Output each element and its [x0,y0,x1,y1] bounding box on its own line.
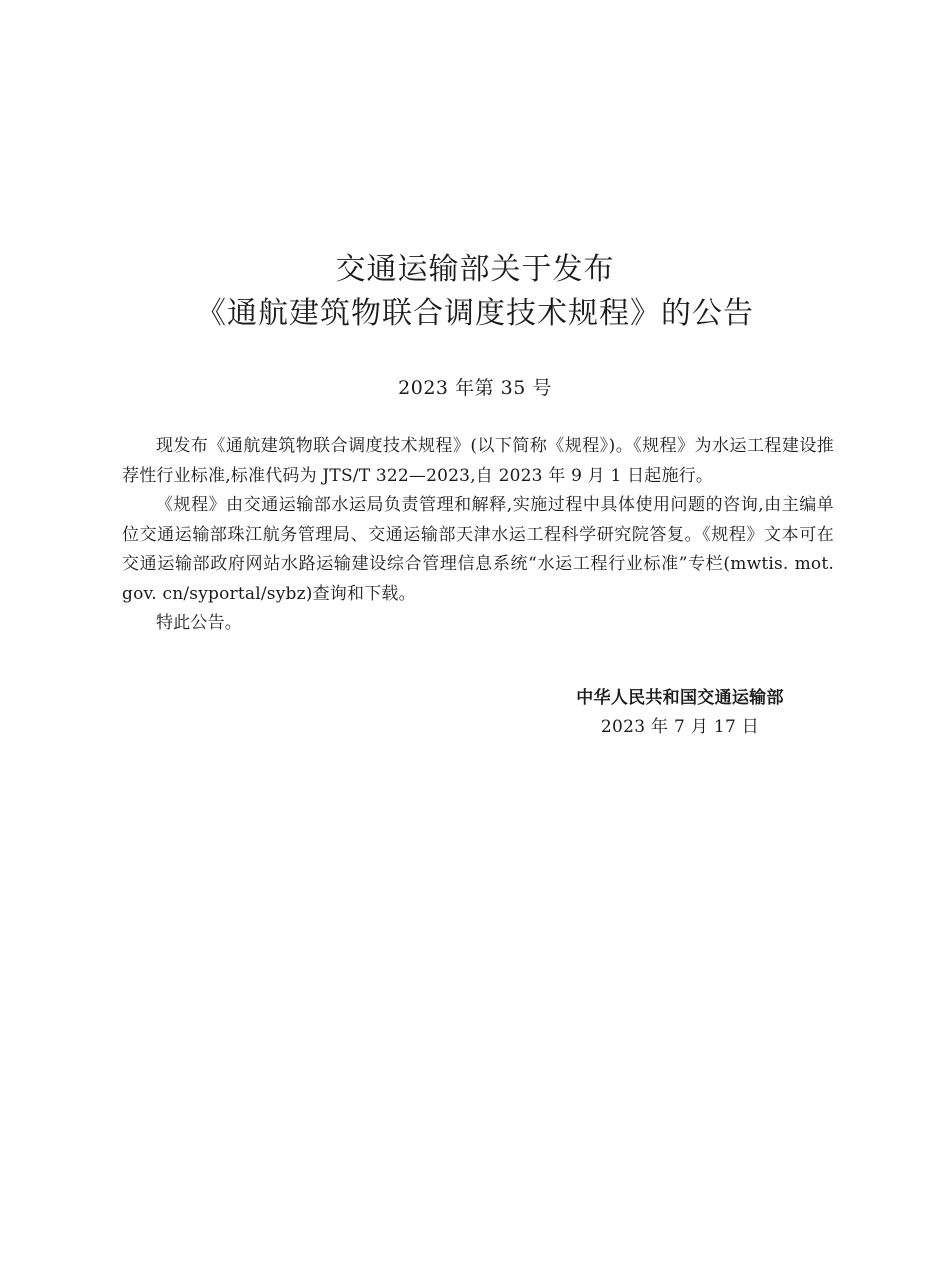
title-line-2: 《通航建筑物联合调度技术规程》的公告 [196,296,754,331]
announcement-title [0,248,950,336]
document-number: 2023 年第 35 号 [398,377,552,399]
body-paragraph-release: 现发布《通航建筑物联合调度技术规程》(以下简称《规程》)。《规程》为水运工程建设推荐性行业标准,标准代码为 JTS/T 322—2023,自 2023 年 9 月 1 日起施行。 [122,436,834,486]
signature-block [540,684,820,742]
announcement-body [122,432,834,639]
body-paragraph-management: 《规程》由交通运输部水运局负责管理和解释,实施过程中具体使用问题的咨询,由主编单位交通运输部珠江航务管理局、交通运输部天津水运工程科学研究院答复。《规程》文本可在交通运输部政府网站水路运输建设综合管理信息系统“水运工程行业标准”专栏(mwtis. mot. gov. cn/syportal/sybz)查询和下载。 [122,495,834,604]
title-line-1: 交通运输部关于发布 [335,252,615,287]
body-paragraph-closing: 特此公告。 [156,613,242,633]
signature-organization: 中华人民共和国交通运输部 [576,688,784,708]
signature-date: 2023 年 7 月 17 日 [600,717,760,737]
